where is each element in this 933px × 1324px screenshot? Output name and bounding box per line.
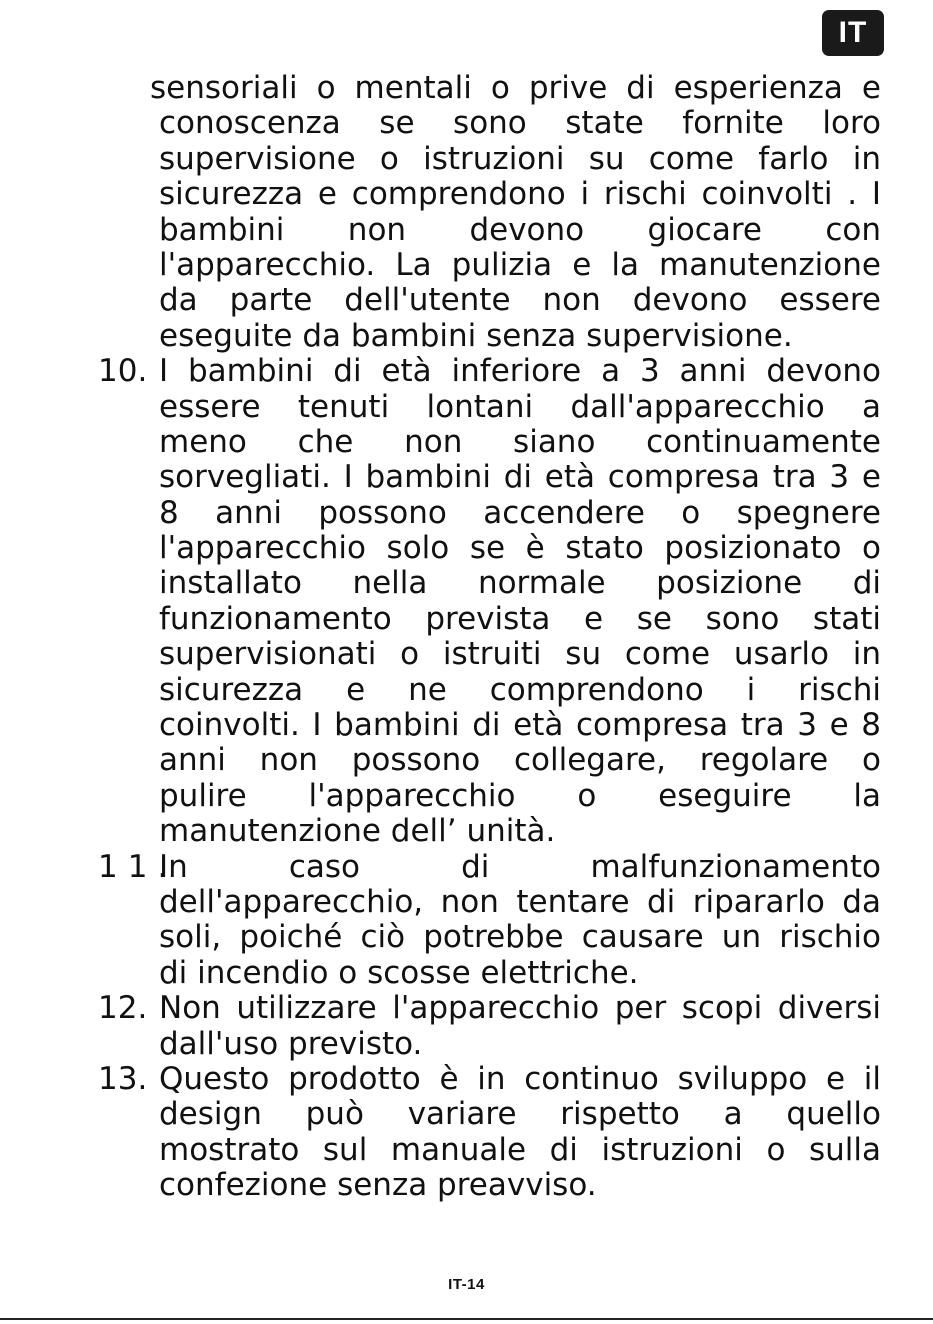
line-text: l'apparecchio solo se è stato posizionato o (159, 531, 881, 567)
text-line (0, 779, 933, 814)
line-text: funzionamento prevista e se sono stati (159, 601, 881, 637)
line-text: essere tenuti lontani dall'apparecchio a (159, 389, 881, 425)
item-number: 11. (98, 848, 178, 885)
text-line (0, 106, 933, 141)
item-number: 12. (98, 990, 148, 1027)
text-line (0, 991, 933, 1026)
text-line (0, 177, 933, 212)
line-text: Questo prodotto è in continuo sviluppo e il (159, 1061, 881, 1097)
page-number: IT-14 (448, 1276, 485, 1293)
text-line (0, 248, 933, 283)
line-text: confezione senza preavviso. (159, 1168, 597, 1204)
line-text: mostrato sul manuale di istruzioni o sulla (159, 1132, 881, 1168)
text-line (0, 885, 933, 920)
text-line (0, 1168, 933, 1203)
line-text: di incendio o scosse elettriche. (159, 955, 639, 991)
line-text: coinvolti. I bambini di età compresa tra 3 e 8 (159, 708, 881, 744)
line-text: conoscenza se sono state fornite loro (159, 106, 881, 142)
text-line (0, 142, 933, 177)
text-line (0, 71, 933, 106)
line-text: pulire l'apparecchio o eseguire la (159, 778, 881, 814)
line-text: anni non possono collegare, regolare o (159, 743, 881, 779)
text-line (0, 354, 933, 389)
text-line (0, 814, 933, 849)
bottom-divider (0, 1318, 933, 1320)
line-text: supervisionati o istruiti su come usarlo in (159, 637, 881, 673)
text-line (0, 496, 933, 531)
line-text: da parte dell'utente non devono essere (159, 283, 881, 319)
line-text: meno che non siano continuamente (159, 424, 881, 460)
text-line (0, 920, 933, 955)
line-text: installato nella normale posizione di (159, 566, 881, 602)
line-text: dell'apparecchio, non tentare di ripararlo da (159, 884, 881, 920)
line-text: l'apparecchio. La pulizia e la manutenzione (159, 247, 881, 283)
text-line (0, 1097, 933, 1132)
text-line (0, 1062, 933, 1097)
instructions-body (0, 71, 933, 1204)
line-text: bambini non devono giocare con (159, 212, 881, 248)
text-line (0, 637, 933, 672)
line-text: sorvegliati. I bambini di età compresa tra 3 e (159, 460, 881, 496)
text-line (0, 531, 933, 566)
text-line (0, 460, 933, 495)
item-number: 13. (98, 1060, 148, 1097)
text-line (0, 743, 933, 778)
text-line (0, 850, 933, 885)
line-text: eseguite da bambini senza supervisione. (159, 318, 793, 354)
item-number: 10. (98, 353, 148, 390)
text-line (0, 1133, 933, 1168)
text-line (0, 673, 933, 708)
text-line (0, 566, 933, 601)
text-line (0, 283, 933, 318)
line-text: sicurezza e comprendono i rischi coinvolti . I (159, 177, 881, 213)
text-line (0, 708, 933, 743)
text-line (0, 425, 933, 460)
line-text: sensoriali o mentali o prive di esperienza e (150, 71, 881, 106)
text-line (0, 956, 933, 991)
text-line (0, 1027, 933, 1062)
line-text: design può variare rispetto a quello (159, 1097, 881, 1133)
text-line (0, 602, 933, 637)
line-text: sicurezza e ne comprendono i rischi (159, 672, 881, 708)
text-line (0, 390, 933, 425)
language-badge: IT (822, 10, 884, 56)
text-line (0, 319, 933, 354)
line-text: supervisione o istruzioni su come farlo in (159, 141, 881, 177)
line-text: soli, poiché ciò potrebbe causare un rischio (159, 920, 881, 956)
line-text: In caso di malfunzionamento (159, 849, 881, 885)
line-text: dall'uso previsto. (159, 1026, 423, 1062)
line-text: manutenzione dell’ unità. (159, 814, 556, 850)
line-text: 8 anni possono accendere o spegnere (159, 495, 881, 531)
text-line (0, 213, 933, 248)
line-text: I bambini di età inferiore a 3 anni devono (159, 354, 881, 390)
line-text: Non utilizzare l'apparecchio per scopi diversi (159, 991, 881, 1027)
